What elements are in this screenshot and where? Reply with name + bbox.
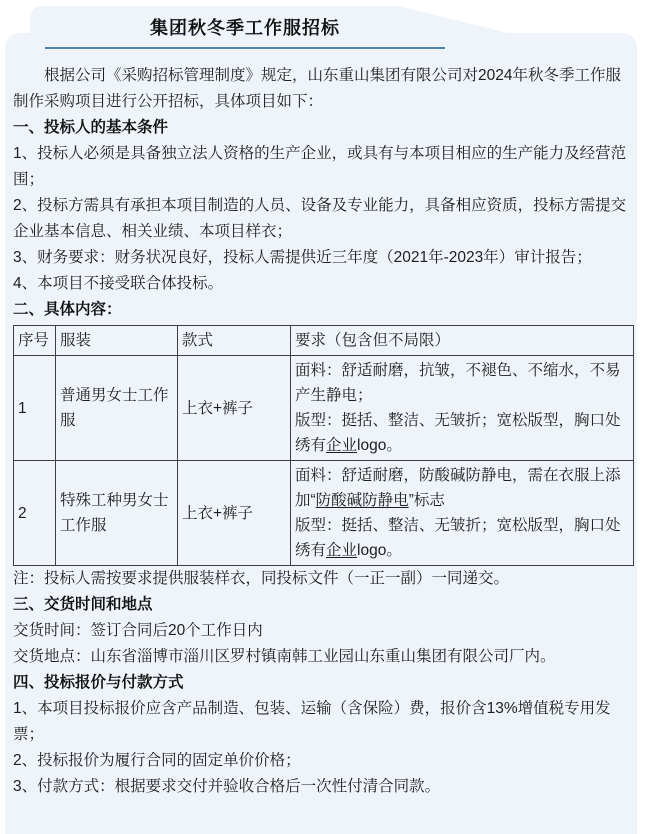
table-header-row xyxy=(14,326,634,356)
section-3-heading: 三、交货时间和地点 xyxy=(13,596,153,613)
style-cell: 上衣+裤子 xyxy=(178,356,291,461)
table-row xyxy=(14,461,634,566)
fabric-requirement: 面料：舒适耐磨，防酸碱防静电，需在衣服上添加“防酸碱防静电”标志 xyxy=(295,467,621,509)
bidder-condition-item-1: 1、投标人必须是具备独立法人资格的生产企业，或具有与本项目相应的生产能力及经营范围； xyxy=(13,145,627,188)
clothing-cell: 普通男女士工作服 xyxy=(56,356,178,461)
page-title: 集团秋冬季工作服招标 xyxy=(150,18,340,38)
delivery-place: 交货地点：山东省淄博市淄川区罗村镇南韩工业园山东重山集团有限公司厂内。 xyxy=(13,648,556,665)
serial-cell: 2 xyxy=(14,461,56,566)
bidder-condition-item-4: 4、本项目不接受联合体投标。 xyxy=(13,275,224,292)
pricing-item-1: 1、本项目投标报价应含产品制造、包装、运输（含保险）费，报价含13%增值税专用发票； xyxy=(13,700,611,743)
cut-requirement: 版型：挺括、整洁、无皱折；宽松版型，胸口处绣有企业logo。 xyxy=(295,517,621,559)
serial-cell: 1 xyxy=(14,356,56,461)
table-note: 注：投标人需按要求提供服装样衣，同投标文件（一正一副）一同递交。 xyxy=(13,570,510,587)
header-serial: 序号 xyxy=(14,326,56,356)
pricing-item-2: 2、投标报价为履行合同的固定单价价格； xyxy=(13,752,301,769)
delivery-time: 交货时间：签订合同后20个工作日内 xyxy=(13,622,263,639)
style-cell: 上衣+裤子 xyxy=(178,461,291,566)
document-body xyxy=(13,63,631,800)
specification-table xyxy=(13,325,634,566)
title-underline xyxy=(45,47,445,49)
cut-requirement: 版型：挺括、整洁、无皱折；宽松版型，胸口处绣有企业logo。 xyxy=(295,412,621,454)
fabric-requirement: 面料：舒适耐磨，抗皱，不褪色、不缩水，不易产生静电； xyxy=(295,362,621,404)
clothing-cell: 特殊工种男女士工作服 xyxy=(56,461,178,566)
section-1-heading: 一、投标人的基本条件 xyxy=(13,119,169,136)
pricing-item-3: 3、付款方式：根据要求交付并验收合格后一次性付清合同款。 xyxy=(13,778,441,795)
header-clothing: 服装 xyxy=(56,326,178,356)
section-2-heading: 二、具体内容： xyxy=(13,301,122,318)
intro-paragraph: 根据公司《采购招标管理制度》规定，山东重山集团有限公司对2024年秋冬季工作服制作采购项目进行公开招标，具体项目如下： xyxy=(13,67,621,110)
requirement-cell xyxy=(291,356,634,461)
requirement-cell xyxy=(291,461,634,566)
table-row xyxy=(14,356,634,461)
section-4-heading: 四、投标报价与付款方式 xyxy=(13,674,184,691)
header-requirement: 要求（包含但不局限） xyxy=(291,326,634,356)
bidder-condition-item-2: 2、投标方需具有承担本项目制造的人员、设备及专业能力，具备相应资质，投标方需提交企业基本信息、相关业绩、本项目样衣； xyxy=(13,197,627,240)
header-style: 款式 xyxy=(178,326,291,356)
bidder-condition-item-3: 3、财务要求：财务状况良好，投标人需提供近三年度（2021年-2023年）审计报告； xyxy=(13,249,592,266)
